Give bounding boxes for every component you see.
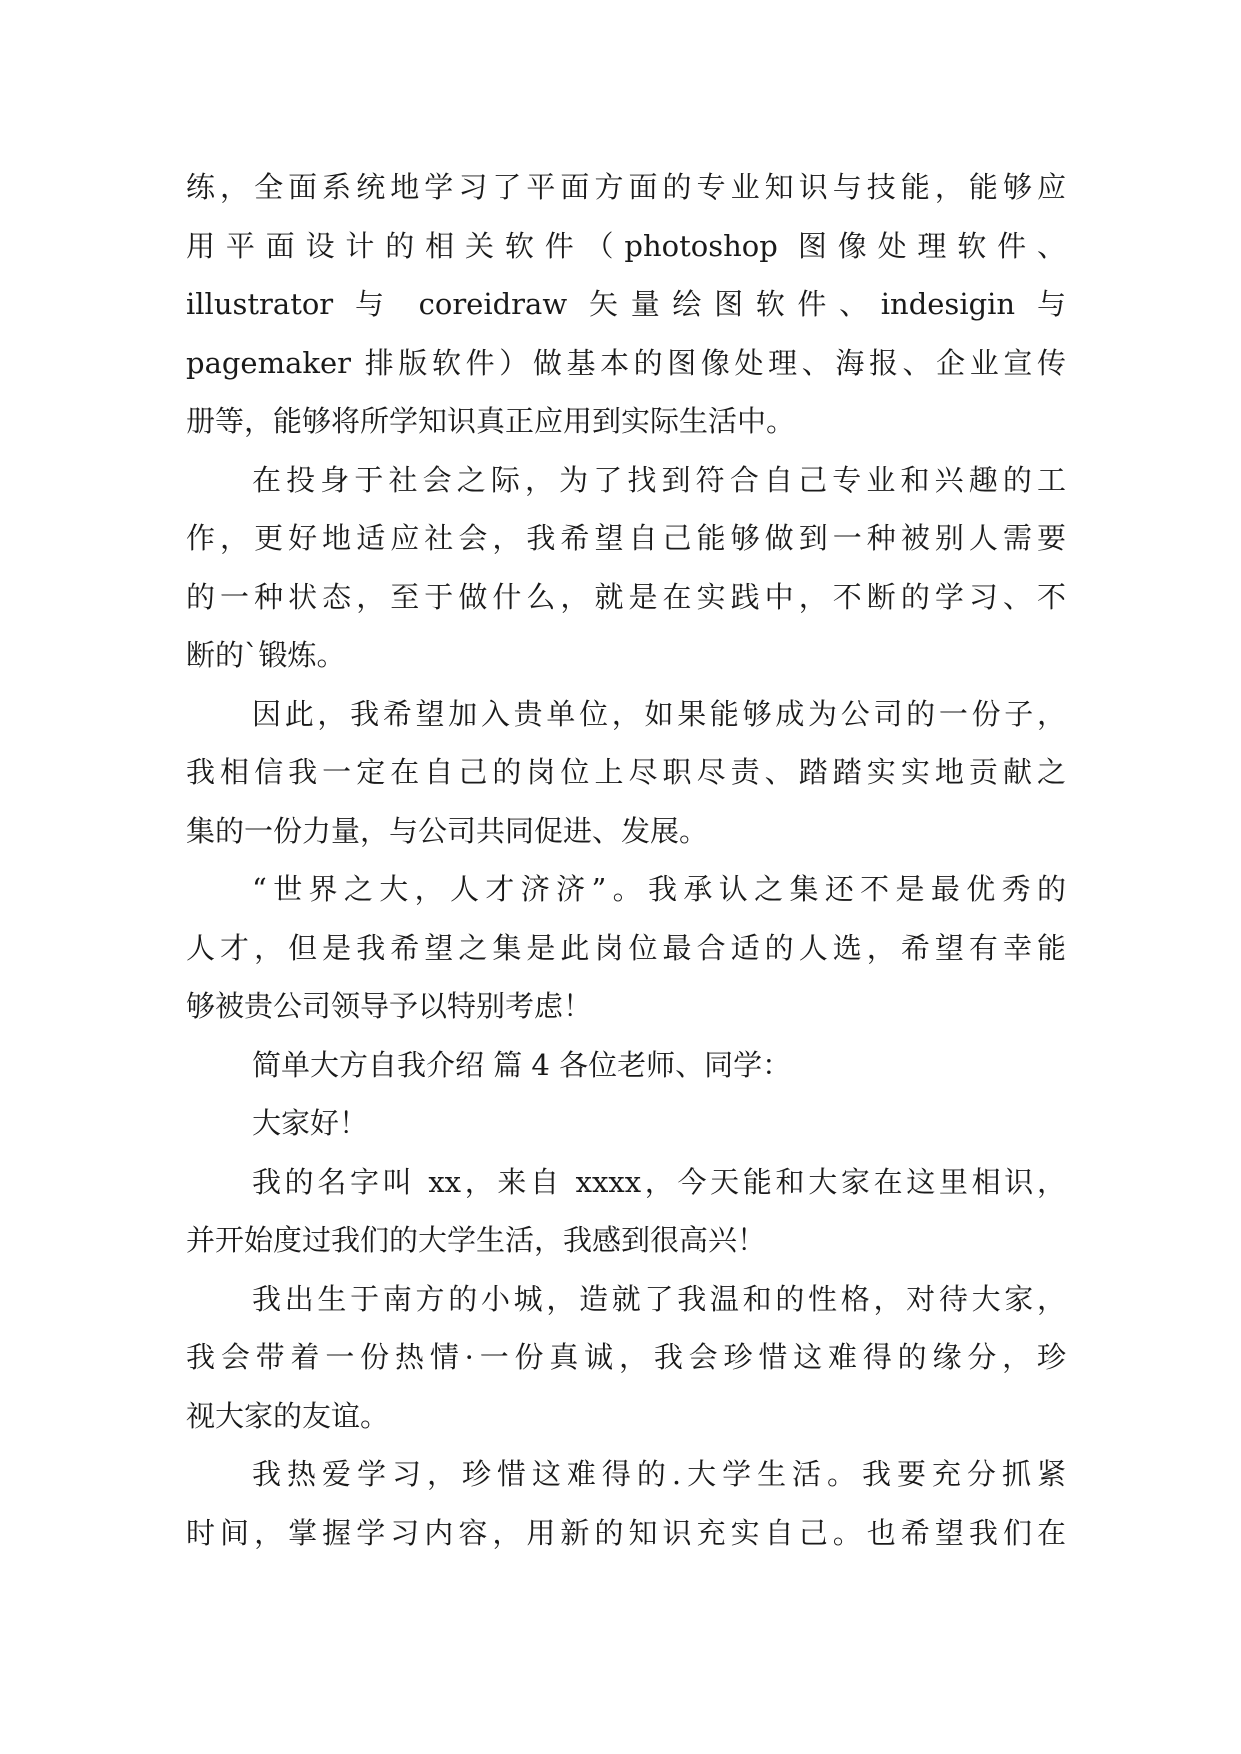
text-line: illustrator 与 coreidraw 矢量绘图软件、indesigin 与 — [186, 287, 1066, 321]
text-line: 我相信我一定在自己的岗位上尽职尽责、踏踏实实地贡献之 — [186, 755, 1066, 789]
text-line: 大家好！ — [252, 1106, 369, 1140]
text-line: 我会带着一份热情·一份真诚，我会珍惜这难得的缘分，珍 — [186, 1340, 1066, 1374]
paragraph — [186, 451, 1066, 685]
text-line: 因此，我希望加入贵单位，如果能够成为公司的一份子， — [252, 696, 1066, 731]
text-line: 集的一份力量，与公司共同促进、发展。 — [186, 813, 709, 848]
text-line: 作，更好地适应社会，我希望自己能够做到一种被别人需要 — [186, 521, 1066, 555]
text-line: 我出生于南方的小城，造就了我温和的性格，对待大家， — [252, 1281, 1066, 1316]
text-line: 够被贵公司领导予以特别考虑！ — [186, 989, 593, 1023]
paragraph — [186, 860, 1066, 1036]
text-line: 练，全面系统地学习了平面方面的专业知识与技能，能够应 — [186, 170, 1066, 204]
text-line: 时间，掌握学习内容，用新的知识充实自己。也希望我们在 — [186, 1515, 1066, 1550]
section-heading — [186, 1036, 1066, 1095]
text-line: 并开始度过我们的大学生活，我感到很高兴！ — [186, 1223, 767, 1257]
text-line: 简单大方自我介绍 篇 4 各位老师、同学： — [252, 1047, 792, 1082]
text-line: 我热爱学习，珍惜这难得的.大学生活。我要充分抓紧 — [252, 1457, 1066, 1491]
paragraph — [186, 685, 1066, 861]
text-line: 用平面设计的相关软件（photoshop 图像处理软件、 — [186, 228, 1066, 263]
text-line: 在投身于社会之际，为了找到符合自己专业和兴趣的工 — [252, 462, 1066, 497]
text-line: 我的名字叫 xx，来自 xxxx，今天能和大家在这里相识， — [252, 1164, 1066, 1199]
body-text — [186, 158, 1066, 1562]
paragraph — [186, 1270, 1066, 1446]
text-line: 的一种状态，至于做什么，就是在实践中，不断的学习、不 — [186, 579, 1066, 614]
text-line: 视大家的友谊。 — [186, 1398, 390, 1433]
text-line: 断的`锻炼。 — [186, 638, 346, 672]
paragraph — [186, 1153, 1066, 1270]
text-line: 册等，能够将所学知识真正应用到实际生活中。 — [186, 404, 796, 438]
paragraph — [186, 1445, 1066, 1562]
text-line: pagemaker 排版软件）做基本的图像处理、海报、企业宣传 — [186, 345, 1066, 380]
text-line: 人才，但是我希望之集是此岗位最合适的人选，希望有幸能 — [186, 930, 1066, 965]
greeting — [186, 1094, 1066, 1153]
paragraph — [186, 158, 1066, 451]
text-line: “世界之大，人才济济”。我承认之集还不是最优秀的 — [252, 872, 1066, 906]
